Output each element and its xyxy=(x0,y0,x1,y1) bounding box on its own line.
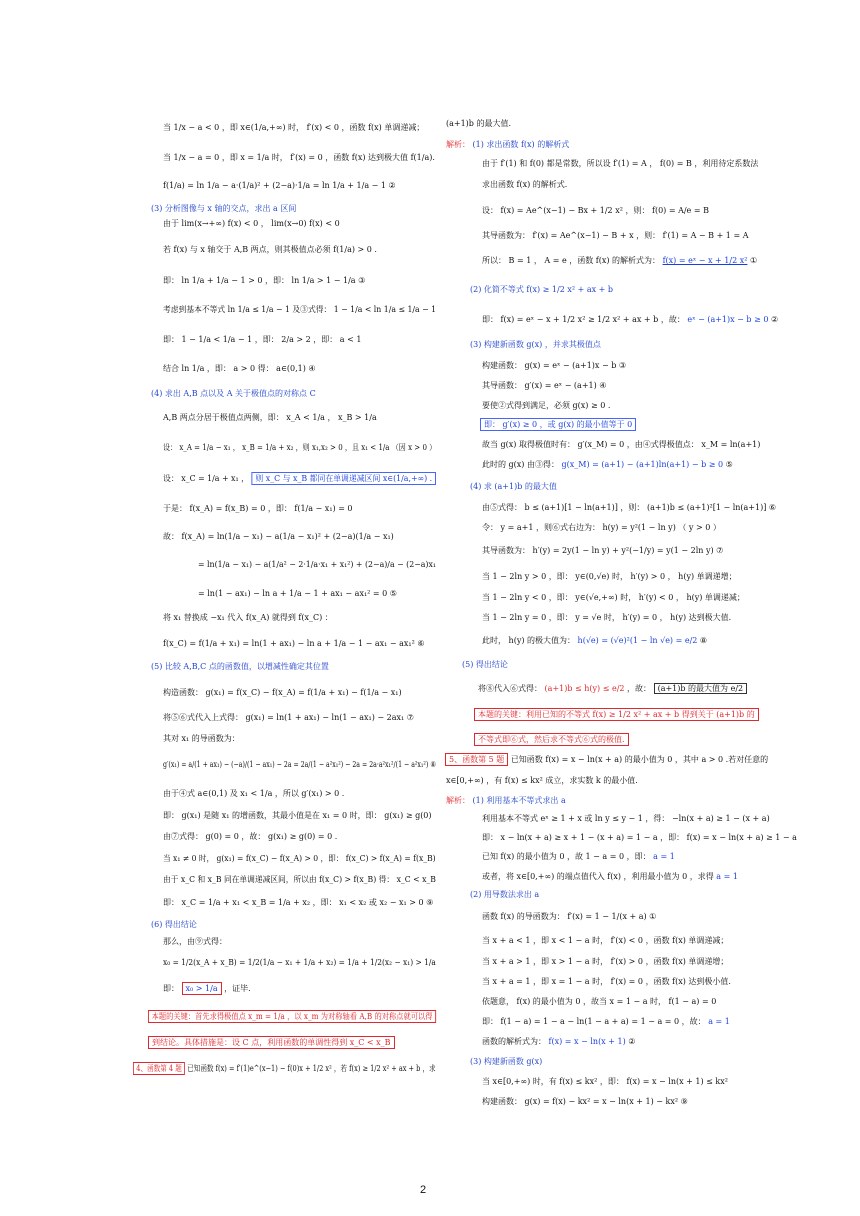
section-heading: (2) 化简不等式 f(x) ≥ 1/2 x² + ax + b xyxy=(470,285,614,294)
note-text: 本题的关键：利用已知的不等式 f(x) ≥ 1/2 x² + ax + b 得到关于 (a+1)b 的 xyxy=(474,708,759,721)
equation-number: ② xyxy=(770,315,779,324)
text-line xyxy=(482,872,738,882)
text-line: 当 x₁ ≠ 0 时， g(x₁) = f(x_C) − f(x_A) > 0 ，即： f(x_C) > f(x_A) = f(x_B) xyxy=(163,854,436,863)
section-heading: (5) 得出结论 xyxy=(462,660,508,669)
formula-line: f(1/a) = ln 1/a − a·(1/a)² + (2−a)·1/a = ln 1/a + 1/a − 1 ② xyxy=(163,181,396,190)
text-segment: 此时， h(y) 的极大值为： xyxy=(482,636,575,645)
text-line: 其对 x₁ 的导函数为： xyxy=(163,734,240,743)
formula-line: = ln(1/a − x₁) − a(1/a² − 2·1/a·x₁ + x₁²) + (2−a)/a − (2−a)x₁ xyxy=(198,560,437,569)
formula-line: 即： ln 1/a + 1/a − 1 > 0 ，即： ln 1/a > 1 − 1/a ③ xyxy=(163,276,366,285)
text-line: 由于④式 a∈(0,1) 及 x₁ < 1/a ，所以 g′(x₁) > 0 . xyxy=(163,789,345,798)
text-line: 当 1 − 2ln y < 0 ，即： y∈(√e,+∞) 时， h′(y) < 0 ， h(y) 单调递减； xyxy=(482,593,745,602)
result-formula: (a+1)b ≤ h(y) ≤ e/2 xyxy=(544,684,625,693)
note-text: 到结论。具体措施是：设 C 点，利用函数的单调性得到 x_C < x_B xyxy=(148,1036,395,1049)
analysis-label: 解析： xyxy=(446,140,470,149)
text-line: 利用基本不等式 eˣ ≥ 1 + x 或 ln y ≤ y − 1 ，得： −ln(x + a) ≥ 1 − (x + a) xyxy=(482,814,770,823)
equation-number: ① xyxy=(749,256,758,265)
text-line: 依题意， f(x) 的最小值为 0 ，故当 x = 1 − a 时， f(1 − a) = 0 xyxy=(482,997,717,1006)
text-line xyxy=(163,984,251,994)
problem-text: 已知函数 f(x) = f′(1)e^(x−1) − f(0)x + 1/2 x² ，若 f(x) ≥ 1/2 x² + ax + b ，求 xyxy=(187,1064,436,1073)
text-line: 要使②式得到满足，必须 g(x) ≥ 0 . xyxy=(482,401,611,410)
text-segment: 即： xyxy=(163,984,179,993)
text-line: 那么，由⑨式得： xyxy=(163,937,227,946)
key-note-box xyxy=(474,710,759,720)
text-line: 于是： f(x_A) = f(x_B) = 0 ，即： f(1/a − x₁) = 0 xyxy=(163,504,353,513)
text-line xyxy=(446,796,566,806)
equation-number: ⑧ xyxy=(699,636,708,645)
section-heading: (4) 求 (a+1)b 的最大值 xyxy=(470,482,557,491)
text-line: 将⑤⑥式代入上式得： g(x₁) = ln(1 + ax₁) − ln(1 − ax₁) − 2ax₁ ⑦ xyxy=(163,713,414,722)
text-line xyxy=(478,684,747,694)
key-note-box xyxy=(474,735,629,745)
text-line: 将 x₁ 替换成 −x₁ 代入 f(x_A) 就得到 f(x_C) ： xyxy=(163,613,333,622)
text-segment: 函数的解析式为： xyxy=(482,1037,546,1046)
text-line: 当 1/x − a < 0 ，即 x∈(1/a,+∞) 时， f′(x) < 0 ，函数 f(x) 单调递减； xyxy=(163,123,425,132)
note-text: 不等式即⑥式，然后求不等式⑥式的极值. xyxy=(474,733,629,746)
formula-line: 其导函数为： f′(x) = Ae^(x−1) − B + x ，则： f′(1) = A − B + 1 = A xyxy=(482,231,749,240)
text-line xyxy=(482,1017,730,1027)
text-segment: 已知 f(x) 的最小值为 0 ，故 1 − a = 0 ，即： xyxy=(482,852,651,861)
analysis-label: 解析： xyxy=(446,796,470,805)
text-line: 函数 f(x) 的导函数为： f′(x) = 1 − 1/(x + a) ① xyxy=(482,912,657,921)
formula-line: 其导函数为： h′(y) = 2y(1 − ln y) + y²(−1/y) = y(1 − 2ln y) ⑦ xyxy=(482,546,724,555)
text-line xyxy=(482,636,707,646)
result-value: a = 1 xyxy=(708,1017,730,1026)
text-segment: 所以： B = 1 ， A = e ，函数 f(x) 的解析式为： xyxy=(482,256,661,265)
text-line xyxy=(446,140,569,150)
formula-line: g′(x₁) = a/(1 + ax₁) − (−a)/(1 − ax₁) − 2a = 2a/(1 − a²x₁²) − 2a = 2a·a²x₁²/(1 − a²x₁²) ⑧ xyxy=(163,760,436,769)
text-line: 当 x + a > 1 ，即 x > 1 − a 时， f′(x) > 0 ，函数 f(x) 单调递增； xyxy=(482,957,729,966)
section-heading: (6) 得出结论 xyxy=(151,920,197,929)
problem-header xyxy=(445,755,768,765)
text-line: 即： x_C = 1/a + x₁ < x_B = 1/a + x₂ ，即： x₁ < x₂ 或 x₂ − x₁ > 0 ⑨ xyxy=(163,898,434,907)
text-line: 构建函数： g(x) = eˣ − (a+1)x − b ③ xyxy=(482,361,627,370)
result-value: a = 1 xyxy=(653,852,675,861)
formula-line: 设： f(x) = Ae^(x−1) − Bx + 1/2 x² ，则： f(0) = A/e = B xyxy=(482,206,709,215)
equation-number: ② xyxy=(628,1037,636,1046)
formula-line: = ln(1 − ax₁) − ln a + 1/a − 1 + ax₁ − ax₁² = 0 ⑤ xyxy=(198,589,397,598)
text-segment: 即： f(x) = eˣ − x + 1/2 x² ≥ 1/2 x² + ax + b ，故： xyxy=(482,315,685,324)
text-segment: 此时的 g(x) 由③得： xyxy=(482,460,559,469)
text-line: 当 1 − 2ln y > 0 ，即： y∈(0,√e) 时， h′(y) > 0 ， h(y) 单调递增； xyxy=(482,572,737,581)
text-line: x∈[0,+∞) ，有 f(x) ≤ kx² 成立，求实数 k 的最小值. xyxy=(446,776,638,785)
text-line: 当 1/x − a = 0 ，即 x = 1/a 时， f′(x) = 0 ，函数 f(x) 达到极大值 f(1/a). xyxy=(163,153,435,162)
equation-number: ⑤ xyxy=(725,460,733,469)
text-line xyxy=(482,460,733,470)
text-line: 当 x + a < 1 ，即 x < 1 − a 时， f′(x) < 0 ，函数 f(x) 单调递减； xyxy=(482,936,729,945)
text-line: 即： 1 − 1/a < 1/a − 1 ，即： 2/a > 2 ，即： a < 1 xyxy=(163,335,362,344)
highlight-box xyxy=(480,420,636,430)
text-segment: ，证毕. xyxy=(224,984,251,993)
text-line xyxy=(482,852,675,862)
result-formula: f(x) = eˣ − x + 1/2 x² xyxy=(662,256,748,265)
text-line: 考虑到基本不等式 ln 1/a ≤ 1/a − 1 及③式得： 1 − 1/a < ln 1/a ≤ 1/a − 1 xyxy=(163,305,437,314)
page-number: 2 xyxy=(420,1184,427,1196)
text-line: 当 x∈[0,+∞) 时，有 f(x) ≤ kx² ，即： f(x) = x − ln(x + 1) ≤ kx² xyxy=(482,1077,728,1086)
text-line xyxy=(163,474,436,484)
text-line: 当 1 − 2ln y = 0 ，即： y = √e 时， h′(y) = 0 ， h(y) 达到极大值. xyxy=(482,613,732,622)
text-line xyxy=(482,256,757,266)
text-line: 结合 ln 1/a ，即： a > 0 得： a∈(0,1) ④ xyxy=(163,364,316,373)
text-line: 求出函数 f(x) 的解析式. xyxy=(482,180,568,189)
formula-line: f(x_C) = f(1/a + x₁) = ln(1 + ax₁) − ln a + 1/a − 1 − ax₁ − ax₁² ⑥ xyxy=(163,639,425,648)
text-line: 由于 lim(x→+∞) f(x) < 0 ， lim(x→0) f(x) < 0 xyxy=(163,219,340,228)
formula-line: 故： f(x_A) = ln(1/a − x₁) − a(1/a − x₁)² + (2−a)(1/a − x₁) xyxy=(163,532,394,541)
text-line: (a+1)b 的最大值. xyxy=(446,119,512,128)
formula-line: 构造函数： g(x₁) = f(x_C) − f(x_A) = f(1/a + x₁) − f(1/a − x₁) xyxy=(163,688,402,697)
result-formula: eˣ − (a+1)x − b ≥ 0 xyxy=(687,315,769,324)
text-line: 当 x + a = 1 ，即 x = 1 − a 时， f′(x) = 0 ，函数 f(x) 达到极小值. xyxy=(482,977,731,986)
result-formula: h(√e) = (√e)²(1 − ln √e) = e/2 xyxy=(577,636,698,645)
text-line: 其导函数： g′(x) = eˣ − (a+1) ④ xyxy=(482,381,607,390)
text-line: 由⑦式得： g(0) = 0 ，故： g(x₁) ≥ g(0) = 0 . xyxy=(163,832,338,841)
text-line: A,B 两点分居于极值点两侧，即： x_A < 1/a ， x_B > 1/a xyxy=(163,413,377,422)
problem-label: 5、函数第 5 题 xyxy=(445,753,508,766)
text-line: 由于 x_C 和 x_B 同在单调递减区间，所以由 f(x_C) > f(x_B) 得： x_C < x_B xyxy=(163,875,436,884)
note-text: 本题的关键：首先求得极值点 x_m = 1/a ，以 x_m 为对称轴看 A,B 的对称点就可以得 xyxy=(148,1010,436,1023)
section-heading: (1) 利用基本不等式求出 a xyxy=(472,796,566,805)
section-heading: (2) 用导数法求出 a xyxy=(470,890,540,899)
section-heading: (4) 求出 A,B 点以及 A 关于极值点的对称点 C xyxy=(151,389,316,398)
result-formula: f(x) = x − ln(x + 1) xyxy=(548,1037,626,1046)
section-heading: (3) 构建新函数 g(x) ，并求其极值点 xyxy=(470,340,601,349)
highlight-text: 即： g′(x) ≥ 0 ，或 g(x) 的最小值等于 0 xyxy=(480,418,636,431)
text-line: 即： x − ln(x + a) ≥ x + 1 − (x + a) = 1 − a ，即： f(x) = x − ln(x + a) ≥ 1 − a xyxy=(482,833,797,842)
section-heading: (1) 求出函数 f(x) 的解析式 xyxy=(472,140,570,149)
text-segment: 或者，将 x∈[0,+∞) 的端点值代入 f(x) ，利用最小值为 0 ，求得 xyxy=(482,872,714,881)
problem-header xyxy=(133,1064,436,1074)
answer-box: (a+1)b 的最大值为 e/2 xyxy=(654,683,748,694)
text-line: 构建函数： g(x) = f(x) − kx² = x − ln(x + 1) − kx² ⑨ xyxy=(482,1097,688,1106)
text-line: 故当 g(x) 取得极值时有： g′(x_M) = 0 ，由④式得极值点： x_M = ln(a+1) xyxy=(482,440,761,449)
result-value: a = 1 xyxy=(716,872,738,881)
highlight-box: x₀ > 1/a xyxy=(182,982,222,995)
text-line xyxy=(482,315,778,325)
key-note-box xyxy=(148,1012,436,1022)
formula-line: x₀ = 1/2(x_A + x_B) = 1/2(1/a − x₁ + 1/a + x₂) = 1/a + 1/2(x₂ − x₁) > 1/a xyxy=(163,958,436,967)
text-line: 若 f(x) 与 x 轴交于 A,B 两点，则其极值点必须 f(1/a) > 0 . xyxy=(163,245,377,254)
highlight-box: 则 x_C 与 x_B 都同在单调递减区间 x∈(1/a,+∞) . xyxy=(252,472,437,485)
result-formula: g(x_M) = (a+1) − (a+1)ln(a+1) − b ≥ 0 xyxy=(561,460,724,469)
section-heading: (3) 构建新函数 g(x) xyxy=(470,1057,543,1066)
text-line: 即： g(x₁) 是随 x₁ 的增函数，其最小值是在 x₁ = 0 时，即： g(x₁) ≥ g(0) xyxy=(163,811,432,820)
text-line xyxy=(482,1037,635,1047)
key-note-box xyxy=(148,1038,395,1048)
text-segment: 设： x_C = 1/a + x₁ ， xyxy=(163,474,250,483)
section-heading: (5) 比较 A,B,C 点的函数值，以增减性确定其位置 xyxy=(151,662,329,671)
text-line: 设： x_A = 1/a − x₁ ， x_B = 1/a + x₂ ，则 x₁,x₂ > 0 ，且 x₁ < 1/a （因 x > 0 ） xyxy=(163,443,437,452)
text-line: 由于 f′(1) 和 f(0) 都是常数，所以设 f′(1) = A ， f(0) = B ，利用待定系数法 xyxy=(482,159,759,168)
text-segment: 将⑧代入⑥式得： xyxy=(478,684,542,693)
text-line: 令： y = a+1 ，则⑥式右边为： h(y) = y²(1 − ln y) （ y > 0 ） xyxy=(482,523,721,532)
problem-label: 4、函数第 4 题 xyxy=(133,1062,185,1075)
text-segment: ，故： xyxy=(627,684,652,693)
text-line: 由⑤式得： b ≤ (a+1)[1 − ln(a+1)] ，则： (a+1)b ≤ (a+1)²[1 − ln(a+1)] ⑥ xyxy=(482,503,777,512)
text-segment: 即： f(1 − a) = 1 − a − ln(1 − a + a) = 1 − a = 0 ，故： xyxy=(482,1017,706,1026)
problem-text: 已知函数 f(x) = x − ln(x + a) 的最小值为 0 ，其中 a > 0 .若对任意的 xyxy=(510,755,769,764)
section-heading: (3) 分析图像与 x 轴的交点，求出 a 区间 xyxy=(151,204,297,213)
